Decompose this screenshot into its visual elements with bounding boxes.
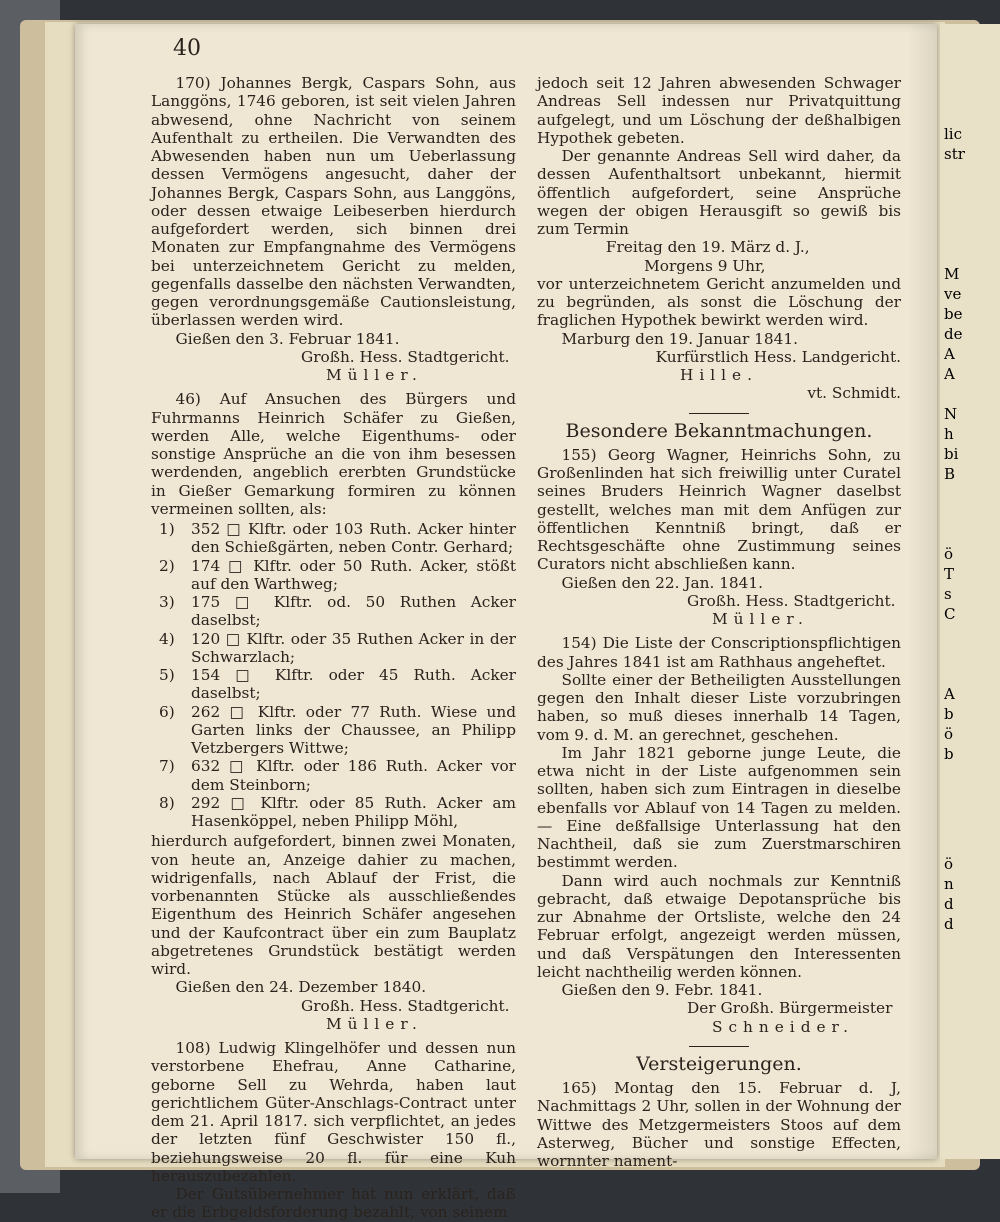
- notice-154-registration: Im Jahr 1821 geborne junge Leute, die etwa nicht in der Liste aufgenommen sein sollten, haben sich zum Eintragen in dieselbe ebenfalls vor Ablauf von 14 Tagen zu melden. — Eine deßfallsige Unterlassung hat den Nachtheil, daß sie zum Zuerstmarschiren bestimmt werden.: [537, 743, 901, 872]
- parcel-number: 5): [159, 666, 175, 684]
- parcel-item: [151, 520, 516, 557]
- parcel-text: 154 □ Klftr. oder 45 Ruth. Acker daselbst;: [191, 666, 516, 703]
- parcel-item: [151, 666, 516, 703]
- left-column: [151, 74, 516, 1222]
- margin-fragment: T: [944, 565, 955, 583]
- notice-155: 155) Georg Wagner, Heinrichs Sohn, zu Großenlinden hat sich freiwillig unter Curatel seines Bruders Heinrich Wagner daselbst gestellt, welches man mit dem Anfügen zur öffentlichen Kenntniß bringt, daß er Rechtsgeschäfte ohne Zustimmung seines Curators nicht abschließen kann.: [537, 445, 901, 574]
- notice-108-court: Kurfürstlich Hess. Landgericht.: [655, 347, 901, 366]
- notice-154-deposits: Dann wird auch nochmals zur Kenntniß gebracht, daß etwaige Depotansprüche bis zur Abnahme der Ortsliste, welche den 24 Februar erfolgt, angezeigt werden müssen, und daß Verspätungen den Interessenten leicht nachtheilig werden können.: [537, 871, 901, 981]
- gutter-shadow: [907, 24, 937, 1159]
- notice-165: 165) Montag den 15. Februar d. J, Nachmittags 2 Uhr, sollen in der Wohnung der Wittwe des Metzgermeisters Stoos auf dem Asterweg, Bücher und sonstige Effecten, wornnter nament-: [537, 1079, 901, 1170]
- notice-155-place: Gießen den 22. Jan. 1841.: [561, 573, 763, 592]
- parcel-item: [151, 703, 516, 758]
- right-column: [537, 74, 901, 1170]
- notice-170-court: Großh. Hess. Stadtgericht.: [301, 347, 510, 366]
- margin-fragment: str: [944, 145, 965, 163]
- parcel-text: 175 □ Klftr. od. 50 Ruthen Acker daselbst;: [191, 593, 516, 630]
- parcel-list: [151, 520, 516, 830]
- notice-155-court: Großh. Hess. Stadtgericht.: [687, 591, 896, 610]
- margin-fragment: N: [944, 405, 958, 423]
- parcel-number: 4): [159, 629, 175, 648]
- section-divider: [689, 1046, 749, 1047]
- margin-fragment: A: [944, 365, 955, 383]
- parcel-item: [151, 593, 516, 630]
- parcel-text: 174 □ Klftr. oder 50 Ruth. Acker, stößt auf den Warthweg;: [191, 556, 516, 593]
- margin-fragment: C: [944, 605, 956, 623]
- margin-fragment: b: [944, 705, 954, 723]
- parcel-item: [151, 630, 516, 667]
- facing-page-fragments: [940, 24, 1000, 934]
- section-heading-auctions: Versteigerungen.: [636, 1052, 802, 1075]
- notice-108-date: Freitag den 19. März d. J.,: [605, 238, 810, 257]
- notice-108-summons: Der genannte Andreas Sell wird daher, da dessen Aufenthaltsort unbekannt, hiermit öffentlich aufgefordert, seine Ansprüche wegen der obigen Herausgift so gewiß bis zum Termin: [537, 147, 901, 238]
- margin-fragment: d: [944, 915, 954, 933]
- margin-fragment: lic: [944, 125, 962, 143]
- notice-108-deputy: vt. Schmidt.: [807, 384, 901, 403]
- notice-46-signature: Müller.: [326, 1014, 423, 1033]
- margin-fragment: A: [944, 685, 955, 703]
- margin-fragment: ö: [944, 855, 954, 873]
- notice-46-intro: 46) Auf Ansuchen des Bürgers und Fuhrmanns Heinrich Schäfer zu Gießen, werden Alle, welche Eigenthums- oder sonstige Ansprüche an die von ihm besessen werdenden, angeblich ererbten Grundstücke in Gießer Gemarkung formiren zu können vermeinen sollten, als:: [151, 390, 516, 518]
- margin-fragment: d: [944, 895, 954, 913]
- parcel-item: [151, 794, 516, 831]
- parcel-text: 632 □ Klftr. oder 186 Ruth. Acker vor dem Steinborn;: [191, 757, 516, 794]
- margin-fragment: ö: [944, 545, 954, 563]
- notice-108-time: Morgens 9 Uhr,: [644, 256, 766, 275]
- margin-fragment: de: [944, 325, 963, 343]
- margin-fragment: ö: [944, 725, 954, 743]
- page-number: 40: [173, 36, 201, 61]
- parcel-text: 262 □ Klftr. oder 77 Ruth. Wiese und Garten links der Chaussee, an Philipp Vetzbergers Wittwe;: [191, 702, 516, 757]
- notice-154-office: Der Großh. Bürgermeister: [687, 999, 893, 1018]
- margin-fragment: bi: [944, 445, 959, 463]
- parcel-item: [151, 757, 516, 794]
- parcel-text: 352 □ Klftr. oder 103 Ruth. Acker hinter den Schießgärten, neben Contr. Gerhard;: [191, 520, 516, 557]
- margin-fragment: s: [944, 585, 952, 603]
- parcel-number: 1): [159, 520, 175, 538]
- margin-fragment: ve: [944, 285, 962, 303]
- margin-fragment: h: [944, 425, 954, 443]
- notice-108-place: Marburg den 19. Januar 1841.: [561, 329, 798, 348]
- notice-108-continuation: jedoch seit 12 Jahren abwesenden Schwager Andreas Sell indessen nur Privatquittung aufgelegt, und um Löschung der deßhalbigen Hypothek gebeten.: [537, 74, 901, 147]
- notice-155-signature: Müller.: [712, 610, 809, 628]
- notice-108-consequence: vor unterzeichnetem Gericht anzumelden und zu begründen, als sonst die Löschung der fraglichen Hypothek bewirkt werden wird.: [537, 274, 901, 330]
- notice-170-signature: Müller.: [326, 366, 423, 384]
- notice-154-place: Gießen den 9. Febr. 1841.: [561, 981, 763, 999]
- book-page: [75, 24, 937, 1222]
- margin-fragment: b: [944, 745, 954, 763]
- margin-fragment: be: [944, 305, 963, 323]
- notice-108-continued: Der Gutsübernehmer hat nun erklärt, daß er die Erbgeldsforderung bezahlt, von seinem: [151, 1185, 516, 1222]
- notice-154-signature: Schneider.: [712, 1017, 855, 1036]
- margin-fragment: M: [944, 265, 960, 283]
- section-divider: [689, 413, 749, 414]
- parcel-number: 6): [159, 702, 175, 721]
- notice-154-objections: Sollte einer der Betheiligten Ausstellungen gegen den Inhalt dieser Liste vorzubringen haben, so muß dieses innerhalb 14 Tagen, vom 9. d. M. an gerechnet, geschehen.: [537, 670, 901, 744]
- parcel-number: 7): [159, 757, 175, 776]
- margin-fragment: n: [944, 875, 954, 893]
- notice-108-signature: Hille.: [680, 366, 758, 384]
- parcel-text: 292 □ Klftr. oder 85 Ruth. Acker am Hasenköppel, neben Philipp Möhl,: [191, 793, 516, 830]
- parcel-number: 8): [159, 793, 175, 812]
- notice-170-place: Gießen den 3. Februar 1841.: [175, 329, 400, 348]
- notice-154: 154) Die Liste der Conscriptionspflichtigen des Jahres 1841 ist am Rathhaus angeheftet.: [537, 634, 901, 671]
- margin-fragment: B: [944, 465, 956, 483]
- parcel-number: 2): [159, 556, 175, 575]
- parcel-number: 3): [159, 593, 175, 611]
- section-heading-announcements: Besondere Bekanntmachungen.: [565, 419, 873, 442]
- notice-46-court: Großh. Hess. Stadtgericht.: [301, 996, 510, 1015]
- parcel-text: 120 □ Klftr. oder 35 Ruthen Acker in der Schwarzlach;: [191, 629, 516, 666]
- margin-fragment: A: [944, 345, 955, 363]
- notice-46-place: Gießen den 24. Dezember 1840.: [175, 978, 427, 997]
- notice-108: 108) Ludwig Klingelhöfer und dessen nun verstorbene Ehefrau, Anne Catharine, geborne Sell zu Wehrda, haben laut gerichtlichem Güter-Anschlags-Contract unter dem 21. April 1817. sich verpflichtet, an jedes der letzten fünf Geschwister 150 fl., beziehungsweise 20 fl. für eine Kuh herauszubezahlen.: [151, 1039, 516, 1185]
- facing-page-edge: [940, 24, 1000, 1159]
- notice-46-body: hierdurch aufgefordert, binnen zwei Monaten, von heute an, Anzeige dahier zu machen, widrigenfalls, nach Ablauf der Frist, die vorbenannten Stücke als ausschließendes Eigenthum des Heinrich Schäfer angesehen und der Kaufcontract über ein zum Bauplatz abgetretenes Grundstück bestätigt werden wird.: [151, 832, 516, 978]
- parcel-item: [151, 557, 516, 594]
- notice-170: 170) Johannes Bergk, Caspars Sohn, aus Langgöns, 1746 geboren, ist seit vielen Jahren abwesend, ohne Nachricht von seinem Aufenthalt zu ertheilen. Die Verwandten des Abwesenden haben nun um Ueberlassung dessen Vermögens angesucht, daher der Johannes Bergk, Caspars Sohn, aus Langgöns, oder dessen etwaige Leibeserben hierdurch aufgefordert werden, sich binnen drei Monaten zur Empfangnahme des Vermögens bei unterzeichnetem Gericht zu melden, gegenfalls dasselbe den nächsten Verwandten, gegen verordnungsgemäße Cautionsleistung, überlassen werden wird.: [151, 74, 516, 330]
